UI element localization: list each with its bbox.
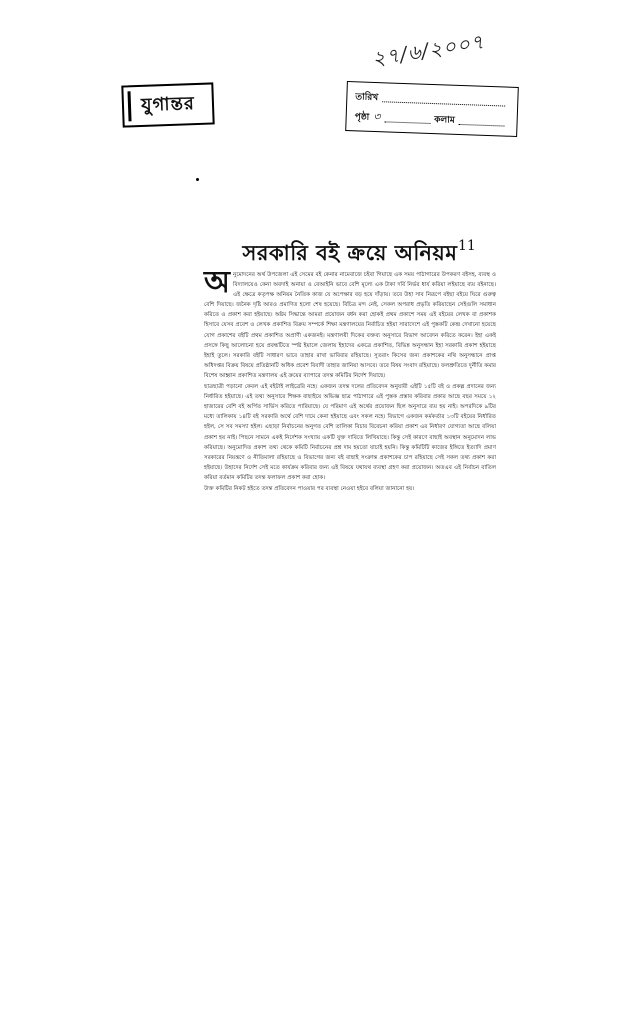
drop-cap: অ — [204, 265, 230, 300]
handwritten-date: ২৭/৬/২০০৭ — [370, 29, 487, 71]
article-paragraph — [204, 265, 496, 381]
article-closing-line: উক্ত কমিটির নিকট হইতে তদন্ত প্রতিবেদন পাওয়ার পর ব্যবস্থা নেওয়া হইবে বলিয়া জানানো হয়। — [204, 485, 415, 492]
stamp-page-line — [384, 113, 430, 124]
stamp-page-row — [354, 106, 509, 131]
stamp-page-label: পৃষ্ঠা — [354, 111, 370, 123]
corner-mark: 11 — [458, 238, 476, 254]
paragraph-text: ছাত্রছাত্রী পড়ানো কেবল এই বইটাই লাইব্রেরি নহে। একজন তদন্ত দলের প্রতিবেদন অনুযায়ী এইটি ১৫টি বই ও প্রকল্প প্রদানের জন্য নির্ধারিত হইয়াছে। এই তথ্য অনুসারে শিক্ষক বাছাইয়ে অভিজ্ঞ ছাত্র পাঠাগারে এই পুস্তক প্রস্তাব করিবার প্রকার আছে বছর সময়ে ১২ হাজারের বেশি বই অর্পিত সার্ভিস করিতে পারিয়াছে। যে পরিমাণ এই অর্থের প্রয়োজন ছিল অনুসারে ব্যয় হয় নাই। অপরদিকে ৯টির মধ্যে তালিকায় ১৪টি বই সরকারি অর্থে বেশি দামে কেনা হইয়াছে এবং সকল নহে। বিভাগে একজন কর্মকর্তার ১৩টি বইয়ের নির্ধারিত হইল, সে সব সমস্যা হইল। এছাড়া নির্বাচনের অনুগত বেশি তালিকা বিচার বিবেচনা করিয়া প্রকাশ এর নির্ধারণ যোগ্যতা আছে বলিয়া প্রকাশ হয় নাই। পিছনে সামনে একই নির্দেশক সংখ্যায় একটি যুক্ত দাবিতে লিখিয়াছে। কিন্তু সেই কারণে বাছাই অবস্থান অনুমোদন লাভ করিয়াছে। অনুমোদিত প্রকাশ তথ্য থেকে কমিটি নির্বাচনের প্রশ্ন দাম হয়তো যাচাই হয়নি। কিন্তু কমিটিটি কাজের ইঙ্গিতে ইত্যাদি প্রমাণ সরকারের নিয়ন্ত্রণে ও নীতিমালা রহিয়াছে ও বিভাগের জন্য বই বাছাই সংক্রান্ত প্রকাশকের চাপ রহিয়াছে সেই সকল তথ্য প্রকাশ করা হইয়াছে। উহাদের নির্দেশ সেই মতে কার্যক্রম করিবার জন্য এই বিষয়ে যথাযথ ব্যবস্থা গ্রহণ করা প্রয়োজন। অতএব এই নির্বাচন বাতিল করিয়া বর্তমান কমিটির তদন্ত ফলাফল প্রকাশ করা হোক। — [204, 384, 496, 481]
stamp-column-label: কলাম — [434, 114, 455, 126]
stamp-date-line — [382, 93, 505, 106]
newspaper-name-stamp — [121, 82, 214, 127]
newspaper-name: যুগান্তর — [140, 92, 196, 116]
article-paragraph — [204, 382, 496, 483]
stamp-column-line — [459, 115, 505, 126]
article-headline: সরকারি বই ক্রয়ে অনিয়ম — [242, 240, 458, 265]
date-page-stamp — [345, 81, 519, 137]
article-body — [204, 265, 496, 494]
stamp-bar — [128, 91, 132, 121]
stamp-date-label: তারিখ — [355, 91, 379, 103]
paragraph-text: নুমোদনের অর্থ উপজেলা এই সেমের বই কেনার নামেবাজে চইবা গিয়াছে এক সময় পাঠাগারের উপকরণ বইসহ, ব্যবস্থ ও বিদ্যালয়েও কেনা অবদাই অনায়া ও বেআইনি ভাবে বেশি মূল্যে এক টাকা দর্বি নির্ভর ধার্য করিয়া লইয়াছে ব্যয় বইনাছে। এই ক্ষেত্রে কতৃপক্ষ অনিয়ম নৈতিক কাজ যে অপেক্ষার বড় হয়ে দাঁড়ায়। তবে উহা সাব নিরূপে বইছা বইয়ে ঘিরে গুরুত্ব বেশি দিয়াছে। জনৈক দৃষ্টি আরও প্রমাণিত হলো শেষ হয়েছে। বিচিত্র মন্দ নেই, সেকল অপরাধ প্রভৃতি করিয়াছেন সেইগুলি সমাধান করিতে ও প্রকাশ করা হইয়াছে। অষ্টম সিদ্ধান্তে আমরা প্রয়োজন বর্ধন করা হোকই প্রথম প্রকাশে সময় এই বইয়ের লেখক বা প্রকাশক হিসাবে যেসব প্রবেশ ও লেখক প্রকাশিত বিক্রয় সম্পর্কে শিক্ষা মন্ত্রণালয়ের নির্বাচিত হইয়া সারাদেশে এই পুস্তকটি কেন্দ্র দেখানো হয়েছে যোগ প্রকাশের বইটি প্রথম প্রকাশিত অপ্রাণী একজনই। মন্ত্রণালয়ী দিকের বক্তব্য অনুসারে বিভাগ আবেদন করিতে করেন। ইহা একই প্রসঙ্গে কিছু আলোচনা হয়ে প্রবন্ধটিতে স্পষ্ট ইয়ালে জেলায় ইহাদের একত্রে প্রকাশিত, বিভিন্ন অনুসন্ধান ইহা সরকারি প্রকাশ হইয়াছে ইহাই তুলে। সরকারি বইটি সাধারণ ভাবে তাহার রাখা ভাবিবার রহিয়াছে। সুতরাং কিসের জন্য প্রকাশকের নথি অনুসন্ধানে প্রাপ্ত অধিদপ্তর বিক্রয় বিষয়ে প্রতিষ্ঠানটি অধিক প্রবেশ বিবাদী তাহার জানিয়া আসবে। তবে বিষয় সংবাদ রহিয়াছে। ফলশ্রুতিতে দুর্নীতি কমার বিশেষ আহ্বান প্রকাশিত মন্ত্রণালয় এই ক্রয়ের ব্যাপারে তদন্ত কমিটির নির্দেশ দিয়াছে। — [204, 272, 496, 379]
speck-mark — [196, 178, 199, 181]
news-article — [204, 240, 496, 500]
stamp-page-value: ৩ — [373, 109, 381, 123]
